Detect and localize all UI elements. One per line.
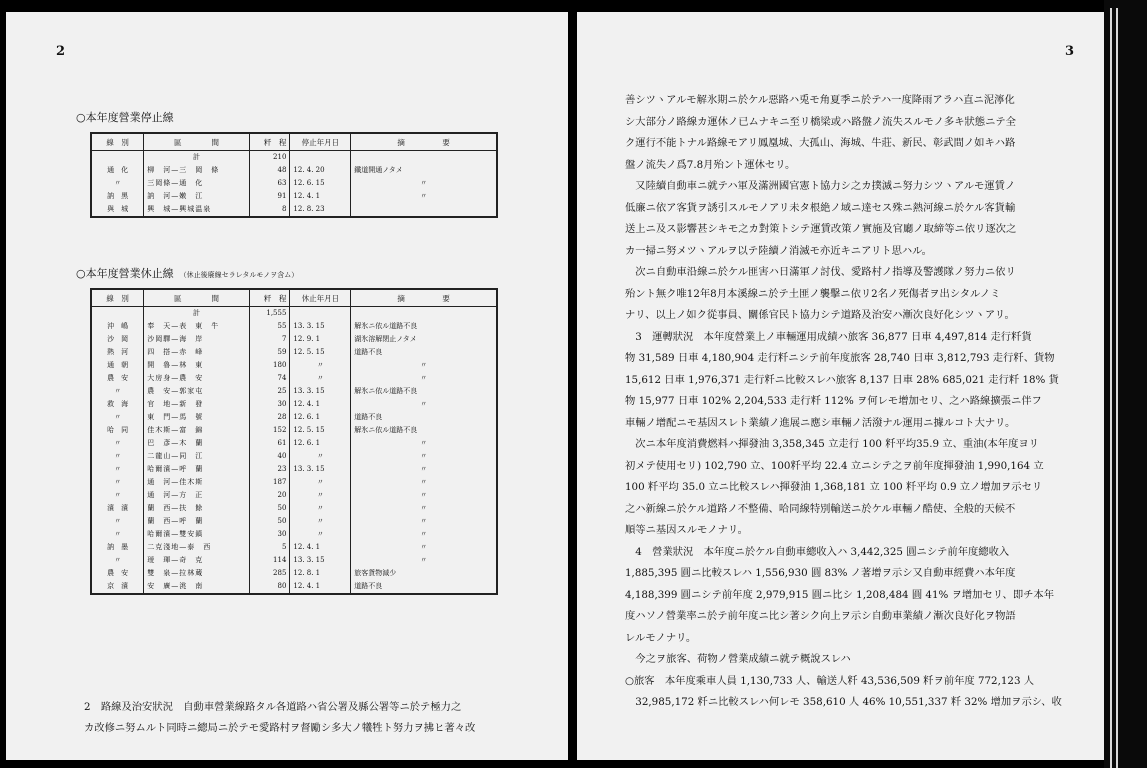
table-cell: 〃 bbox=[290, 476, 351, 489]
table-cell: 鐵道開通ノタメ bbox=[351, 164, 497, 177]
table-cell: 63 bbox=[249, 177, 290, 190]
table-cell: 〃 bbox=[91, 515, 144, 528]
table-cell: 23 bbox=[249, 463, 290, 476]
table-cell: 13. 3. 15 bbox=[290, 463, 351, 476]
table-cell: 〃 bbox=[91, 528, 144, 541]
table-cell: 180 bbox=[249, 359, 290, 372]
table-cell: 12. 4. 1 bbox=[290, 541, 351, 554]
table-cell: 12. 4. 20 bbox=[290, 164, 351, 177]
table-cell: 187 bbox=[249, 476, 290, 489]
table-cell: 〃 bbox=[351, 437, 497, 450]
column-header: 摘 要 bbox=[351, 133, 497, 151]
text-line: 100 粁平均 35.0 立ニ比較スレハ揮發油 1,368,181 立 100 粁平均 0.9 立ノ增加ヲ示セリ bbox=[625, 481, 1043, 493]
table-cell: 二克淺地—泰 西 bbox=[144, 541, 250, 554]
table-cell: 與 城 bbox=[91, 203, 144, 217]
table-cell: 74 bbox=[249, 372, 290, 385]
table-row bbox=[91, 151, 497, 165]
table-cell: 〃 bbox=[351, 476, 497, 489]
table-cell: 12. 8. 1 bbox=[290, 567, 351, 580]
column-header: 線 別 bbox=[91, 133, 144, 151]
table-cell: 12. 6. 1 bbox=[290, 437, 351, 450]
table-cell: 解氷ニ依ル道路不良 bbox=[351, 385, 497, 398]
table-cell: 〃 bbox=[290, 372, 351, 385]
table-cell: 40 bbox=[249, 450, 290, 463]
table-cell: 〃 bbox=[351, 463, 497, 476]
table-cell: 8 bbox=[249, 203, 290, 217]
table-cell: 〃 bbox=[290, 515, 351, 528]
table-cell: 114 bbox=[249, 554, 290, 567]
text-line: ナリ、以上ノ如ク從事員、關係官民ト協力シテ道路及治安ハ漸次良好化シツヽアリ。 bbox=[625, 309, 1015, 321]
table-row bbox=[91, 333, 497, 346]
closed-lines-table bbox=[90, 288, 498, 595]
table-cell: 48 bbox=[249, 164, 290, 177]
right-page bbox=[577, 12, 1104, 760]
table-cell: 〃 bbox=[91, 450, 144, 463]
text-line: 又陸續自動車ニ就テハ軍及滿洲國官憲ト協力シ之カ撲滅ニ努力シツヽアルモ運賃ノ bbox=[625, 180, 1016, 192]
paragraph-route-security bbox=[84, 697, 554, 739]
table-cell: 〃 bbox=[351, 190, 497, 203]
table-cell: 奉 天—表 東 牛 bbox=[144, 320, 250, 333]
table-cell: 哈 同 bbox=[91, 424, 144, 437]
table-row bbox=[91, 567, 497, 580]
table-cell bbox=[351, 151, 497, 165]
text-line: レルモノナリ。 bbox=[625, 631, 697, 644]
column-header: 粁 程 bbox=[249, 289, 290, 307]
table-row bbox=[91, 580, 497, 594]
left-page bbox=[6, 12, 568, 760]
table-cell: 〃 bbox=[351, 398, 497, 411]
table-cell: 13. 3. 15 bbox=[290, 320, 351, 333]
table-cell: 50 bbox=[249, 502, 290, 515]
table-cell: 訥 河—嫩 江 bbox=[144, 190, 250, 203]
text-line: 次ニ本年度消費燃料ハ揮發油 3,358,345 立走行 100 粁平均35.9 立、重油(本年度ヨリ bbox=[625, 438, 1039, 450]
table-cell: 哈爾濱—呼 蘭 bbox=[144, 463, 250, 476]
table-cell: 12. 4. 1 bbox=[290, 190, 351, 203]
table-cell: 佳木斯—富 錦 bbox=[144, 424, 250, 437]
table-cell: 〃 bbox=[290, 359, 351, 372]
table-row bbox=[91, 177, 497, 190]
section-title: ○本年度營業休止線 bbox=[76, 267, 174, 280]
table-cell: 興 城—興城温泉 bbox=[144, 203, 250, 217]
text-line: 4,188,399 圓ニシテ前年度 2,979,915 圓ニ比シ 1,208,484 圓 41% ヲ增加セリ、即チ本年 bbox=[625, 588, 1055, 601]
table-cell: 沙岡驛—海 岸 bbox=[144, 333, 250, 346]
table-row bbox=[91, 515, 497, 528]
table-cell: 雙 泉—拉林蔵 bbox=[144, 567, 250, 580]
table-cell: 四 搭—赤 峰 bbox=[144, 346, 250, 359]
table-cell: 解氷ニ依ル道路不良 bbox=[351, 320, 497, 333]
table-row bbox=[91, 437, 497, 450]
table-cell: 蘭 西—呼 蘭 bbox=[144, 515, 250, 528]
text-line: ○旅客 本年度乘車人員 1,130,733 人、輸送人粁 43,536,509 粁ヲ前年度 772,123 人 bbox=[625, 674, 1035, 687]
table-cell: 50 bbox=[249, 515, 290, 528]
table-cell: 59 bbox=[249, 346, 290, 359]
table-cell: 〃 bbox=[91, 463, 144, 476]
table-cell: 〃 bbox=[91, 554, 144, 567]
table-row bbox=[91, 450, 497, 463]
section-note: （休止後廢線セラレタルモノヲ含ム） bbox=[179, 271, 299, 279]
table-cell: 152 bbox=[249, 424, 290, 437]
table-row bbox=[91, 203, 497, 217]
table-cell: 哈爾濱—雙安鎮 bbox=[144, 528, 250, 541]
table-cell: 訥 墨 bbox=[91, 541, 144, 554]
table-cell: 通 河—佳木斯 bbox=[144, 476, 250, 489]
table-cell: 三岡條—通 化 bbox=[144, 177, 250, 190]
column-header: 摘 要 bbox=[351, 289, 497, 307]
table-cell: 沖 嶋 bbox=[91, 320, 144, 333]
text-line: 之ハ新線ニ於ケル道路ノ不整備、哈同線特別輸送ニ於ケル車輛ノ酷使、全般的天候不 bbox=[625, 502, 1016, 515]
text-line: カ改修ニ努ムルト同時ニ總局ニ於テモ愛路村ヲ督勵シ多大ノ犧牲ト努力ヲ拂ヒ著々改 bbox=[84, 722, 476, 734]
table-cell: 農 安 bbox=[91, 372, 144, 385]
text-line: 15,612 日車 1,976,371 走行粁ニ比較スレハ旅客 8,137 日車 28% 685,021 走行粁 18% 貨 bbox=[625, 373, 1059, 386]
table-row bbox=[91, 190, 497, 203]
table-cell: 旅客貨物減少 bbox=[351, 567, 497, 580]
table-cell bbox=[91, 307, 144, 321]
table-cell: 〃 bbox=[290, 450, 351, 463]
table-cell: 13. 3. 15 bbox=[290, 554, 351, 567]
column-header: 區 間 bbox=[144, 133, 250, 151]
text-line: 今之ヲ旅客、荷物ノ營業成績ニ就テ概說スレハ bbox=[625, 653, 851, 665]
text-line: 物 31,589 日車 4,180,904 走行粁ニシテ前年度旅客 28,740 日車 3,812,793 走行粁、貨物 bbox=[625, 352, 1055, 364]
table-cell: 〃 bbox=[351, 450, 497, 463]
table-cell: 道路不良 bbox=[351, 580, 497, 594]
table-row bbox=[91, 398, 497, 411]
table-cell bbox=[351, 307, 497, 321]
text-line: 殆ント無ク唯12年8月本溪線ニ於テ土匪ノ襲擊ニ依リ2名ノ死傷者ヲ出シタルノミ bbox=[625, 287, 1001, 300]
table-cell: 開 魯—林 東 bbox=[144, 359, 250, 372]
table-cell: 〃 bbox=[91, 411, 144, 424]
table-cell: 〃 bbox=[91, 385, 144, 398]
table-cell: 〃 bbox=[351, 528, 497, 541]
table-row bbox=[91, 164, 497, 177]
table-cell: 〃 bbox=[351, 177, 497, 190]
page-edge-strip bbox=[1104, 0, 1147, 768]
text-line: 物 15,977 日車 102% 2,204,533 走行粁 112% ヲ何レモ增加セリ、之ハ路線擴張ニ伴フ bbox=[625, 395, 1042, 407]
table-cell: 沙 岡 bbox=[91, 333, 144, 346]
table-cell: 55 bbox=[249, 320, 290, 333]
table-cell: 安 廣—洮 南 bbox=[144, 580, 250, 594]
table-cell bbox=[290, 151, 351, 165]
table-cell: 〃 bbox=[351, 359, 497, 372]
table-header-row bbox=[91, 289, 497, 307]
suspended-lines-table bbox=[90, 132, 498, 218]
table-cell: 蘭 西—扶 餘 bbox=[144, 502, 250, 515]
text-line: 低廉ニ依ア客貨ヲ誘引スルモノアリ未タ根絶ノ域ニ達セス殊ニ熱河線ニ於ケル客貨輸 bbox=[625, 201, 1016, 214]
table-row bbox=[91, 463, 497, 476]
column-header: 區 間 bbox=[144, 289, 250, 307]
text-line: カ一掃ニ努メツヽアルヲ以テ陸續ノ消滅モ亦近キニアリト思ハル。 bbox=[625, 244, 932, 257]
table-cell: 京 濱 bbox=[91, 580, 144, 594]
table-cell: 東 門—馬 號 bbox=[144, 411, 250, 424]
table-cell: 〃 bbox=[290, 528, 351, 541]
table-cell: 28 bbox=[249, 411, 290, 424]
table-row bbox=[91, 346, 497, 359]
table-cell: 12. 6. 15 bbox=[290, 177, 351, 190]
text-line: 1,885,395 圓ニ比較スレハ 1,556,930 圓 83% ノ著增ヲ示シ又自動車經費ハ本年度 bbox=[625, 567, 1016, 579]
column-header: 休止年月日 bbox=[290, 289, 351, 307]
table-cell: 7 bbox=[249, 333, 290, 346]
table-cell: 計 bbox=[144, 151, 250, 165]
table-row bbox=[91, 307, 497, 321]
table-cell: 〃 bbox=[351, 489, 497, 502]
table-cell: 13. 3. 15 bbox=[290, 385, 351, 398]
table-cell: 通 化 bbox=[91, 164, 144, 177]
table-cell: 解氷ニ依ル道路不良 bbox=[351, 424, 497, 437]
table-cell: 柳 河—三 岡 條 bbox=[144, 164, 250, 177]
table-cell: 5 bbox=[249, 541, 290, 554]
table-cell: 1,555 bbox=[249, 307, 290, 321]
table-cell: 通 朝 bbox=[91, 359, 144, 372]
table-cell: 〃 bbox=[351, 515, 497, 528]
table-row bbox=[91, 489, 497, 502]
section-title: ○本年度營業停止線 bbox=[76, 111, 174, 124]
table-cell: 12. 4. 1 bbox=[290, 398, 351, 411]
table-cell: 通 河—方 正 bbox=[144, 489, 250, 502]
table-cell: 25 bbox=[249, 385, 290, 398]
text-line: 車輛ノ增配ニモ基因スレト業績ノ進展ニ應シ車輛ノ活潑ナル運用ニ據ルコト大ナリ。 bbox=[625, 416, 1016, 429]
table-cell: 熱 河 bbox=[91, 346, 144, 359]
table-cell: 〃 bbox=[351, 541, 497, 554]
table-cell: 285 bbox=[249, 567, 290, 580]
column-header: 停止年月日 bbox=[290, 133, 351, 151]
table-row bbox=[91, 476, 497, 489]
table-cell: 湖氷溶解閉止ノタメ bbox=[351, 333, 497, 346]
table-cell: 道路不良 bbox=[351, 411, 497, 424]
right-page-body bbox=[625, 90, 1062, 714]
table-cell: 12. 4. 1 bbox=[290, 580, 351, 594]
page-number-right: 3 bbox=[1065, 44, 1075, 59]
section-suspended-lines-title bbox=[76, 109, 174, 125]
table-row bbox=[91, 541, 497, 554]
table-cell: 〃 bbox=[290, 502, 351, 515]
table-row bbox=[91, 424, 497, 437]
table-cell: 大房身—農 安 bbox=[144, 372, 250, 385]
table-cell: 80 bbox=[249, 580, 290, 594]
table-header-row bbox=[91, 133, 497, 151]
table-cell: 官 地—新 發 bbox=[144, 398, 250, 411]
table-row bbox=[91, 372, 497, 385]
table-cell bbox=[290, 307, 351, 321]
text-line: 盤ノ流失ノ爲7.8月殆ント運休セリ。 bbox=[625, 158, 796, 171]
table-cell: 計 bbox=[144, 307, 250, 321]
text-line: 順等ニ基因スルモノナリ。 bbox=[625, 524, 748, 536]
text-line: ク運行不能トナル路線モアリ鳳凰城、大孤山、海城、牛莊、新民、彰武間ノ如キハ路 bbox=[625, 137, 1016, 149]
table-cell: 訥 黑 bbox=[91, 190, 144, 203]
table-cell: 91 bbox=[249, 190, 290, 203]
table-row bbox=[91, 385, 497, 398]
table-cell: 救 海 bbox=[91, 398, 144, 411]
table-row bbox=[91, 320, 497, 333]
table-row bbox=[91, 554, 497, 567]
text-line: 3 運轉狀況 本年度營業上ノ車輛運用成績ハ旅客 36,877 日車 4,497,814 走行粁貨 bbox=[625, 330, 1032, 343]
column-header: 粁 程 bbox=[249, 133, 290, 151]
table-cell: 12. 6. 1 bbox=[290, 411, 351, 424]
text-line: 32,985,172 粁ニ比較スレハ何レモ 358,610 人 46% 10,551,337 粁 32% 增加ヲ示シ、收 bbox=[625, 696, 1062, 708]
table-cell bbox=[351, 203, 497, 217]
page-number-left: 2 bbox=[56, 44, 66, 59]
book-spine bbox=[568, 0, 577, 768]
table-cell: 〃 bbox=[290, 489, 351, 502]
table-cell: 210 bbox=[249, 151, 290, 165]
table-cell: 12. 9. 1 bbox=[290, 333, 351, 346]
text-line: 善シツヽアルモ解氷期ニ於ケル惡路ハ兎モ角夏季ニ於テハ一度降雨アラハ直ニ泥濘化 bbox=[625, 94, 1015, 106]
table-cell: 12. 5. 15 bbox=[290, 346, 351, 359]
text-line: 次ニ自動車沿線ニ於ケル匪害ハ日滿軍ノ討伐、愛路村ノ指導及警護隊ノ努力ニ依リ bbox=[625, 266, 1016, 278]
text-line: 4 營業狀況 本年度ニ於ケル自動車總收入ハ 3,442,325 圓ニシテ前年度總收入 bbox=[625, 545, 1010, 558]
table-cell: 30 bbox=[249, 398, 290, 411]
table-row bbox=[91, 502, 497, 515]
section-closed-lines-title bbox=[76, 265, 298, 281]
table-cell: 道路不良 bbox=[351, 346, 497, 359]
column-header: 線 別 bbox=[91, 289, 144, 307]
table-cell: 濱 濱 bbox=[91, 502, 144, 515]
text-line: 初メテ使用セリ) 102,790 立、100粁平均 22.4 立ニシテ之ヲ前年度揮發油 1,990,164 立 bbox=[625, 459, 1044, 472]
text-line: 送上ニ及ス影響甚シキモ之カ對策トシテ運賃改策ノ實施及官廳ノ取締等ニ依リ逐次之 bbox=[625, 223, 1017, 235]
table-row bbox=[91, 528, 497, 541]
table-cell: 農 安—郭家屯 bbox=[144, 385, 250, 398]
table-cell: 12. 8. 23 bbox=[290, 203, 351, 217]
table-cell: 巴 彥—木 蘭 bbox=[144, 437, 250, 450]
table-cell: 〃 bbox=[351, 372, 497, 385]
table-cell: 二龍山—同 江 bbox=[144, 450, 250, 463]
table-cell: 61 bbox=[249, 437, 290, 450]
table-row bbox=[91, 359, 497, 372]
text-line: シ大部分ノ路線カ運休ノ已ムナキニ至リ橋梁或ハ路盤ノ流失スルモノ多キ狀態ニテ全 bbox=[625, 115, 1016, 128]
table-cell: 12. 5. 15 bbox=[290, 424, 351, 437]
table-cell: 〃 bbox=[91, 437, 144, 450]
table-cell: 〃 bbox=[91, 489, 144, 502]
table-cell: 〃 bbox=[351, 554, 497, 567]
table-row bbox=[91, 411, 497, 424]
table-cell: 20 bbox=[249, 489, 290, 502]
table-cell bbox=[91, 151, 144, 165]
table-cell: 璦 琿—奇 克 bbox=[144, 554, 250, 567]
table-cell: 〃 bbox=[91, 476, 144, 489]
table-cell: 30 bbox=[249, 528, 290, 541]
table-cell: 〃 bbox=[91, 177, 144, 190]
text-line: 2 路線及治安狀況 自動車營業線路タル各道路ハ省公署及縣公署等ニ於テ極力之 bbox=[84, 701, 462, 713]
text-line: 度ハソノ營業率ニ於テ前年度ニ比シ著シク向上ヲ示シ自動車業績ノ漸次良好化ヲ物語 bbox=[625, 610, 1016, 622]
table-cell: 農 安 bbox=[91, 567, 144, 580]
table-cell: 〃 bbox=[351, 502, 497, 515]
